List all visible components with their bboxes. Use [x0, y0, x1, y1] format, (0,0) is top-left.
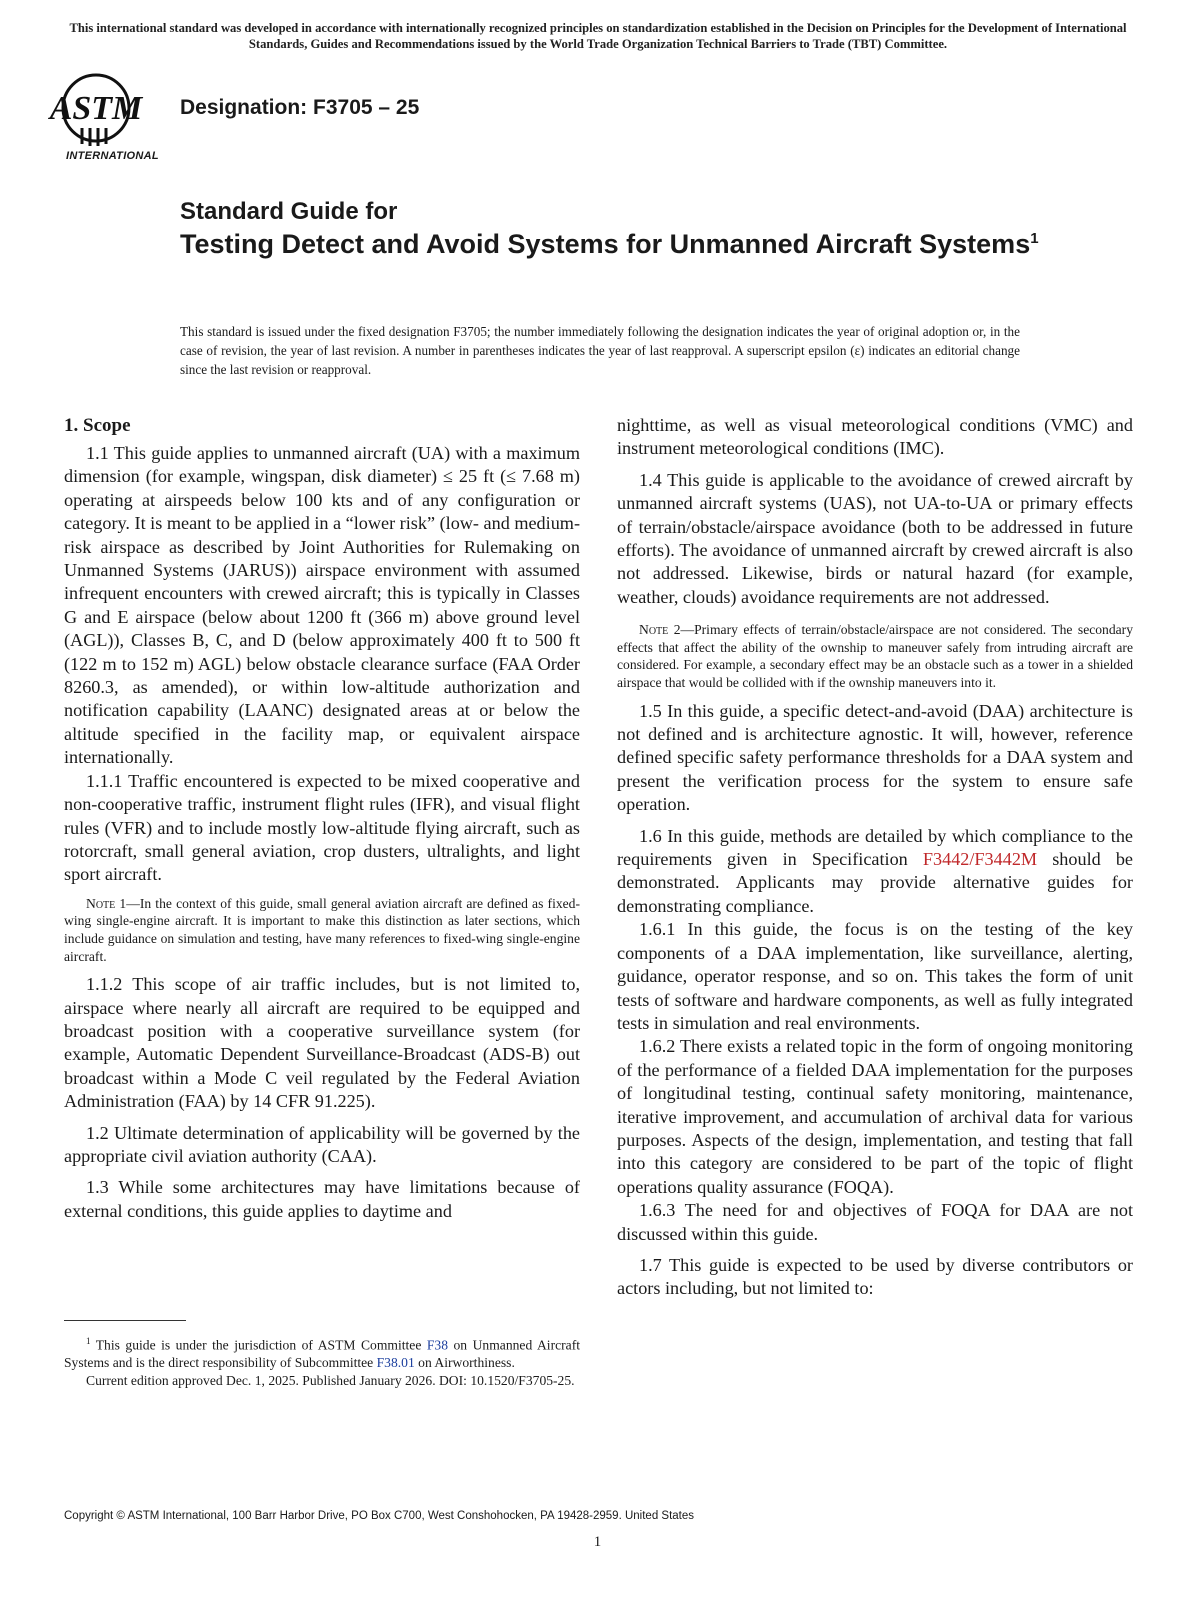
title-lead: Standard Guide for	[180, 198, 398, 225]
spec-link-f3442[interactable]: F3442/F3442M	[922, 849, 1038, 870]
title-footnote-mark: 1	[1030, 230, 1039, 247]
committee-link-f38[interactable]: F38	[426, 1337, 449, 1353]
note-2-label: Note 2	[639, 622, 681, 638]
paragraph-1-1-1: 1.1.1 Traffic encountered is expected to be mixed cooperative and non-cooperative traffic, instrument flight rules (IFR), and visual flight rules (VFR) and to include mostly low-altitude flying aircraft, such as rotorcraft, small general aviation, crop dusters, ultralights, and light sport aircraft.	[64, 770, 580, 885]
title-text: Testing Detect and Avoid Systems for Unmanned Aircraft Systems	[180, 229, 1031, 259]
section-heading-scope: 1. Scope	[64, 415, 131, 436]
footnote-text-mid: on Unmanned Aircraft Systems and is the direct responsibility of Subcommittee	[64, 1337, 581, 1371]
paragraph-1-6-1: 1.6.1 In this guide, the focus is on the testing of the key components of a DAA implementation, like surveillance, alerting, guidance, operator response, and so on. This takes the form of unit tests of software and hardware components, as well as fully integrated tests in simulation and real environments.	[617, 919, 1133, 1033]
left-column	[64, 414, 580, 1223]
note-1-text: —In the context of this guide, small general aviation aircraft are defined as fixed-wing single-engine aircraft. It is important to make this distinction as later sections, which include guidance on simulation and testing, have many references to fixed-wing single-engine aircraft.	[64, 895, 581, 964]
footnote-text-pre: This guide is under the jurisdiction of ASTM Committee	[90, 1337, 427, 1353]
designation: Designation: F3705 – 25	[180, 96, 420, 119]
paragraph-1-6-2: 1.6.2 There exists a related topic in the form of ongoing monitoring of the performance of a fielded DAA implementation for the purposes of longitudinal testing, continual safety monitoring, maintenance, iterative improvement, and accumulation of archival data for various purposes. Aspects of the design, implementation, and testing that fall into this category are considered to be part of the topic of flight operations quality assurance (FOQA).	[617, 1036, 1133, 1197]
footnote	[64, 1333, 580, 1389]
footnote-jurisdiction	[64, 1333, 580, 1372]
footnote-text-post: on Airworthiness.	[414, 1355, 515, 1371]
page-number: 1	[593, 1534, 602, 1550]
footnote-edition: Current edition approved Dec. 1, 2025. Published January 2026. DOI: 10.1520/F3705-25.	[86, 1372, 575, 1388]
astm-logo-mark	[49, 72, 172, 152]
paragraph-1-3-continued: nighttime, as well as visual meteorological conditions (VMC) and instrument meteorological conditions (IMC).	[617, 415, 1133, 459]
paragraph-1-4: 1.4 This guide is applicable to the avoidance of crewed aircraft by unmanned aircraft systems (UAS), not UA-to-UA or primary effects of terrain/obstacle/airspace avoidance (both to be addressed in future efforts). The avoidance of unmanned aircraft by crewed aircraft is also not addressed. Likewise, birds or natural hazard (for example, weather, clouds) avoidance requirements are not addressed.	[617, 469, 1133, 607]
footnote-mark: 1	[86, 1336, 91, 1346]
right-column	[617, 414, 1133, 1301]
note-2-text: —Primary effects of terrain/obstacle/airspace are not considered. The secondary effects that affect the ability of the ownship to maneuver safely from intruding aircraft are considered. For example, a secondary effect may be an obstacle such as a tower in a shielded airspace that would be collided with if the ownship maneuvers into it.	[617, 622, 1134, 691]
issuance-statement: This standard is issued under the fixed designation F3705; the number immediately following the designation indicates the year of original adoption or, in the case of revision, the year of last revision. A number in parentheses indicates the year of last reapproval. A superscript epsilon (ε) indicates an editorial change since the last revision or reapproval.	[180, 324, 1020, 377]
paragraph-1-6-pre: 1.6 In this guide, methods are detailed by which compliance to the requirements given in Specification	[617, 825, 1133, 870]
note-1-label: Note 1	[86, 895, 127, 911]
note-2	[617, 621, 1133, 691]
paragraph-1-1: 1.1 This guide applies to unmanned aircraft (UA) with a maximum dimension (for example, wingspan, disk diameter) ≤ 25 ft (≤ 7.68 m) operating at airspeeds below 100 kts and of any configuration or category. It is meant to be applied in a “lower risk” (low- and medium-risk airspace as described by Joint Authorities for Rulemaking on Unmanned Systems (JARUS)) airspace environment with assumed infrequent encounters with crewed aircraft; this is typically in Classes G and E airspace (below about 1200 ft (366 m) above ground level (AGL)), Classes B, C, and D (below approximately 400 ft to 500 ft (122 m to 152 m) AGL) below obstacle clearance surface (FAA Order 8260.3, as amended), or within low-altitude authorization and notification capability (LAANC) designated areas at or below the altitude specified in the facility map, or equivalent airspace internationally.	[64, 443, 580, 768]
logo-letters: ASTM	[49, 90, 143, 127]
paragraph-1-7: 1.7 This guide is expected to be used by diverse contributors or actors including, but not limited to:	[617, 1254, 1133, 1299]
paragraph-1-3: 1.3 While some architectures may have limitations because of external conditions, this guide applies to daytime and	[64, 1177, 580, 1221]
title-block	[180, 196, 1040, 260]
wto-notice: This international standard was developed in accordance with internationally recognized principles on standardization established in the Decision on Principles for the Development of International Standards, Guides and Recommendations issued by the World Trade Organization Technical Barriers to Trade (TBT) Committee.	[69, 21, 1127, 51]
title-main	[180, 228, 1040, 260]
copyright-line: Copyright © ASTM International, 100 Barr Harbor Drive, PO Box C700, West Conshohocken, PA 19428-2959. United States	[64, 1510, 695, 1522]
paragraph-1-1-2: 1.1.2 This scope of air traffic includes, but is not limited to, airspace where nearly all aircraft are required to be equipped and broadcast position with a cooperative surveillance system (for example, Automatic Dependent Surveillance-Broadcast (ADS-B) out broadcast within a Mode C veil regulated by the Federal Aviation Administration (FAA) by 14 CFR 91.225).	[64, 974, 580, 1112]
note-1	[64, 895, 580, 965]
logo-wordmark: INTERNATIONAL	[66, 150, 159, 162]
paragraph-1-6-3: 1.6.3 The need for and objectives of FOQA for DAA are not discussed within this guide.	[617, 1200, 1133, 1244]
paragraph-1-5: 1.5 In this guide, a specific detect-and-avoid (DAA) architecture is not defined and is architecture agnostic. It will, however, reference defined specific safety performance thresholds for a DAA system and present the verification process for the system to ensure safe operation.	[617, 700, 1133, 815]
paragraph-1-6	[617, 825, 1133, 919]
footnote-rule	[64, 1320, 186, 1321]
paragraph-1-2: 1.2 Ultimate determination of applicability will be governed by the appropriate civil aviation authority (CAA).	[64, 1122, 580, 1166]
paragraph-1-6-post: should be demonstrated. Applicants may provide alternative guides for demonstrating compliance.	[617, 849, 1133, 916]
subcommittee-link-f38-01[interactable]: F38.01	[376, 1355, 415, 1371]
